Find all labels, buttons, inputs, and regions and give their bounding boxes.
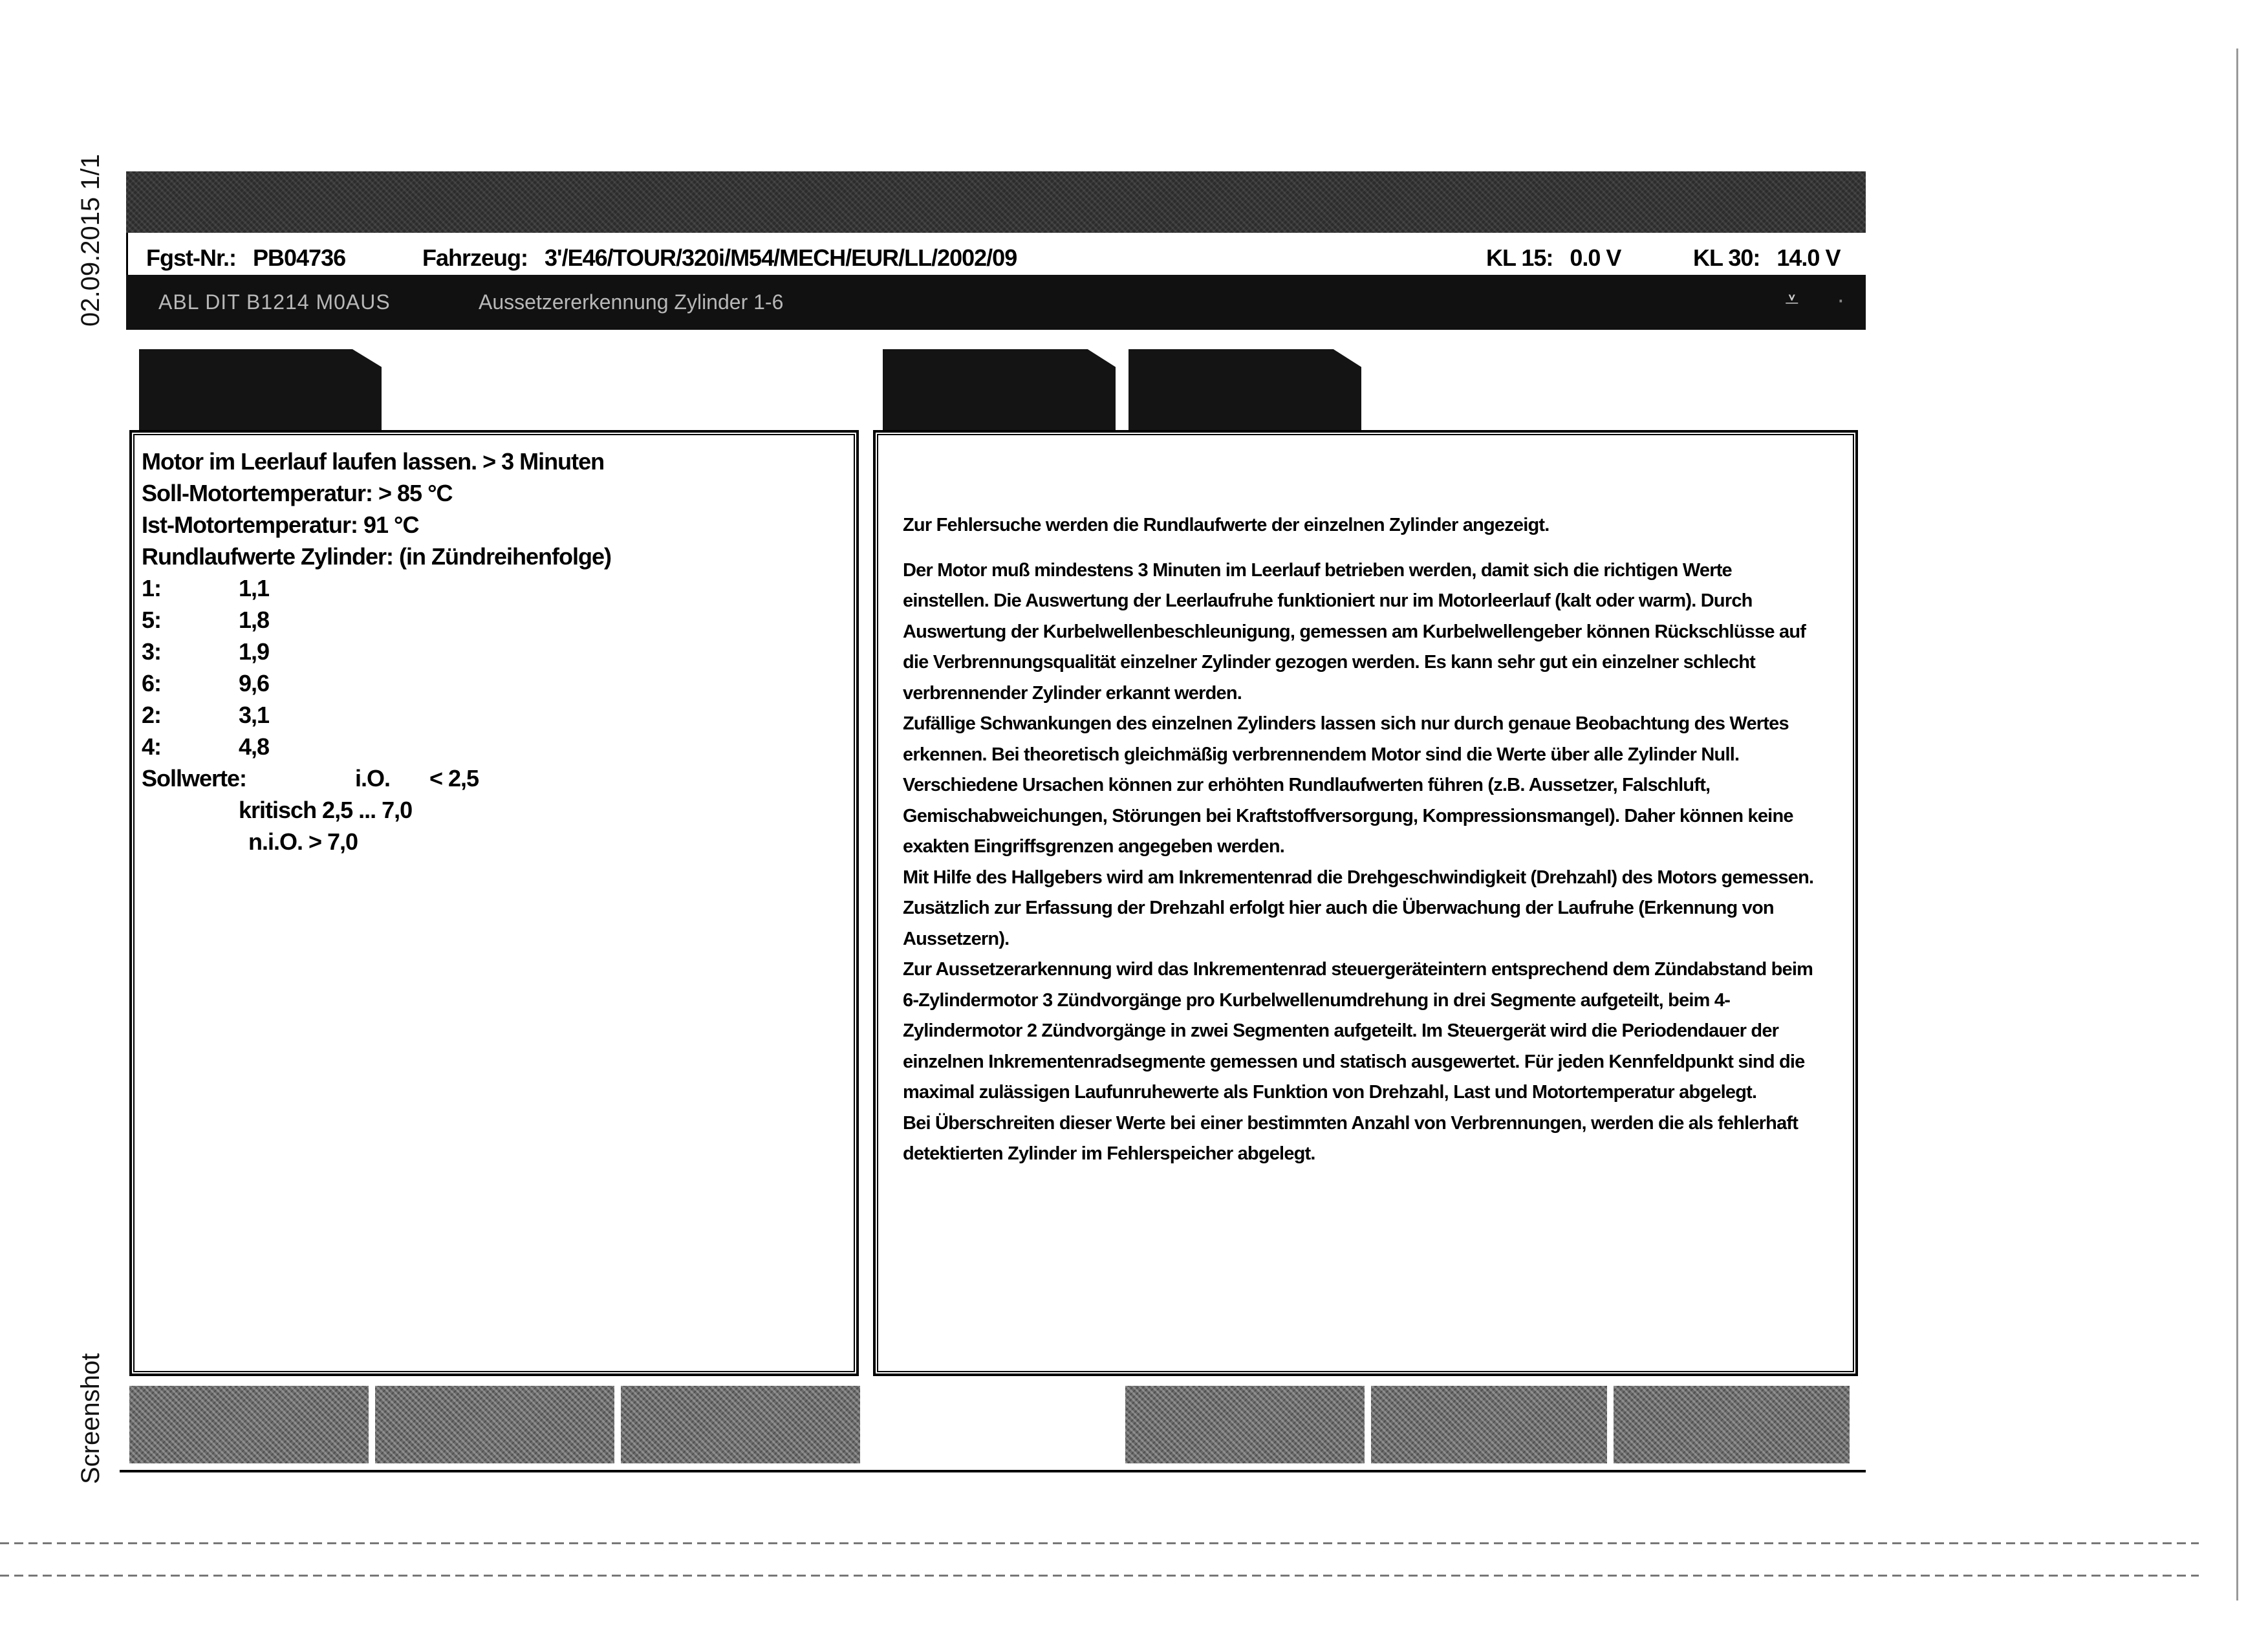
help-text-panel (873, 430, 1858, 1376)
kl15-info (1486, 244, 1621, 272)
cylinder-value: 4,8 (239, 733, 270, 760)
cylinder-row (142, 667, 611, 699)
menu-dot-icon[interactable]: · (1837, 286, 1845, 314)
cylinder-value: 1,8 (239, 607, 270, 633)
cylinder-value: 3,1 (239, 702, 270, 728)
vin-info (146, 244, 345, 272)
cylinder-row (142, 731, 611, 762)
ok-value: < 2,5 (429, 765, 479, 792)
tab-info-2[interactable] (1129, 349, 1361, 430)
test-code: ABL DIT B1214 M0AUS (158, 290, 391, 314)
idle-instruction: Motor im Leerlauf laufen lassen. > 3 Minuten (142, 448, 605, 475)
vin-value: PB04736 (253, 244, 346, 271)
cylinder-number: 6: (142, 670, 162, 696)
target-values-row (142, 762, 611, 794)
cylinder-row (142, 604, 611, 636)
not-ok-range: n.i.O. > 7,0 (248, 828, 358, 855)
filter-icon[interactable]: ⩡ (1785, 286, 1799, 314)
tab-results[interactable] (139, 349, 382, 430)
kl15-value: 0.0 V (1570, 244, 1621, 271)
cylinder-number: 5: (142, 607, 162, 633)
cylinder-number: 1: (142, 575, 162, 601)
target-temperature: Soll-Motortemperatur: > 85 °C (142, 480, 453, 506)
kl30-label: KL 30: (1693, 244, 1760, 271)
kl15-label: KL 15: (1486, 244, 1553, 271)
cylinder-row (142, 636, 611, 667)
cylinder-row (142, 572, 611, 604)
vehicle-info-bar (126, 233, 1868, 278)
page-separator (0, 1542, 2199, 1544)
actual-temperature: Ist-Motortemperatur: 91 °C (142, 512, 419, 538)
function-button-4[interactable] (1125, 1386, 1365, 1463)
cylinder-number: 2: (142, 702, 162, 728)
vehicle-info (422, 244, 1017, 272)
cylinder-number: 3: (142, 638, 162, 665)
cylinder-value: 1,9 (239, 638, 270, 665)
bottom-divider (120, 1470, 1866, 1472)
top-toolbar (126, 171, 1866, 233)
cylinder-value: 1,1 (239, 575, 270, 601)
page-separator (0, 1575, 2199, 1577)
help-paragraph: Verschiedene Ursachen können zur erhöhten Rundlaufwerten führen (z.B. Aussetzer, Falschluft, Gemischabweichungen, Störungen bei Kraftstoffversorgung, Kompressionsmangel). Daher können keine exakten Eingriffsgrenzen angegeben werden. (903, 775, 1793, 857)
function-button-2[interactable] (375, 1386, 614, 1463)
smoothness-heading: Rundlaufwerte Zylinder: (in Zündreihenfolge) (142, 543, 611, 570)
function-button-6[interactable] (1614, 1386, 1850, 1463)
function-button-5[interactable] (1371, 1386, 1607, 1463)
test-description: Aussetzererkennung Zylinder 1-6 (479, 290, 784, 314)
cylinder-number: 4: (142, 733, 162, 760)
cylinder-value: 9,6 (239, 670, 270, 696)
help-paragraph: Zur Aussetzerarkennung wird das Inkrementenrad steuergeräteintern entsprechend dem Zündabstand beim 6-Zylindermotor 3 Zündvorgänge pro Kurbelwellenumdrehung in drei Segmente aufgeteilt, beim 4-Zylindermotor 2 Zündvorgänge in zwei Segmenten aufgeteilt. Im Steuergerät wird die Periodendauer der einzelnen Inkrementenradsegmente gemessen und statisch ausgewertet. Für jeden Kennfeldpunkt sind die maximal zulässigen Laufunruhewerte als Funktion von Drehzahl, Last und Motortemperatur abgelegt. (903, 959, 1813, 1103)
kl30-value: 14.0 V (1777, 244, 1841, 271)
margin-screenshot-label: Screenshot (76, 1353, 105, 1484)
help-intro: Zur Fehlersuche werden die Rundlaufwerte der einzelnen Zylinder angezeigt. (903, 515, 1550, 535)
help-text (903, 510, 1821, 1170)
measurement-content (142, 446, 611, 857)
page-edge (2236, 48, 2238, 1600)
vehicle-value: 3'/E46/TOUR/320i/M54/MECH/EUR/LL/2002/09 (545, 244, 1017, 271)
function-button-3[interactable] (621, 1386, 860, 1463)
vehicle-label: Fahrzeug: (422, 244, 528, 271)
measurement-panel (129, 430, 859, 1376)
kl30-info (1693, 244, 1840, 272)
margin-date-page: 02.09.2015 1/1 (76, 154, 105, 327)
target-values-label: Sollwerte: (142, 765, 247, 792)
vin-label: Fgst-Nr.: (146, 244, 236, 271)
bottom-button-bar (129, 1386, 1863, 1463)
ok-label: i.O. (355, 765, 391, 792)
tab-info-1[interactable] (883, 349, 1116, 430)
function-button-1[interactable] (129, 1386, 369, 1463)
help-paragraph: Zufällige Schwankungen des einzelnen Zylinders lassen sich nur durch genaue Beobachtung des Wertes erkennen. Bei theoretisch gleichmäßig verbrennendem Motor sind die Werte über alle Zylinder Null. (903, 713, 1789, 765)
help-paragraph: Der Motor muß mindestens 3 Minuten im Leerlauf betrieben werden, damit sich die richtigen Werte einstellen. Die Auswertung der Leerlaufruhe funktioniert nur im Motorleerlauf (kalt oder warm). Durch Auswertung der Kurbelwellenbeschleunigung, gemessen am Kurbelwellengeber können Rückschlüsse auf die Verbrennungsqualität einzelner Zylinder gezogen werden. Es kann sehr gut ein einzelner schlecht verbrennender Zylinder erkannt werden. (903, 559, 1806, 704)
help-paragraph: Mit Hilfe des Hallgebers wird am Inkrementenrad die Drehgeschwindigkeit (Drehzahl) des Motors gemessen. Zusätzlich zur Erfassung der Drehzahl erfolgt hier auch die Überwachung der Laufruhe (Erkennung von Aussetzern). (903, 867, 1814, 949)
help-paragraph: Bei Überschreiten dieser Werte bei einer bestimmten Anzahl von Verbrennungen, werden die als fehlerhaft detektierten Zylinder im Fehlerspeicher abgelegt. (903, 1112, 1798, 1164)
cylinder-row (142, 699, 611, 731)
diagnosis-window (120, 165, 1866, 1481)
critical-range: kritisch 2,5 ... 7,0 (239, 797, 413, 823)
test-title-bar (126, 275, 1866, 330)
